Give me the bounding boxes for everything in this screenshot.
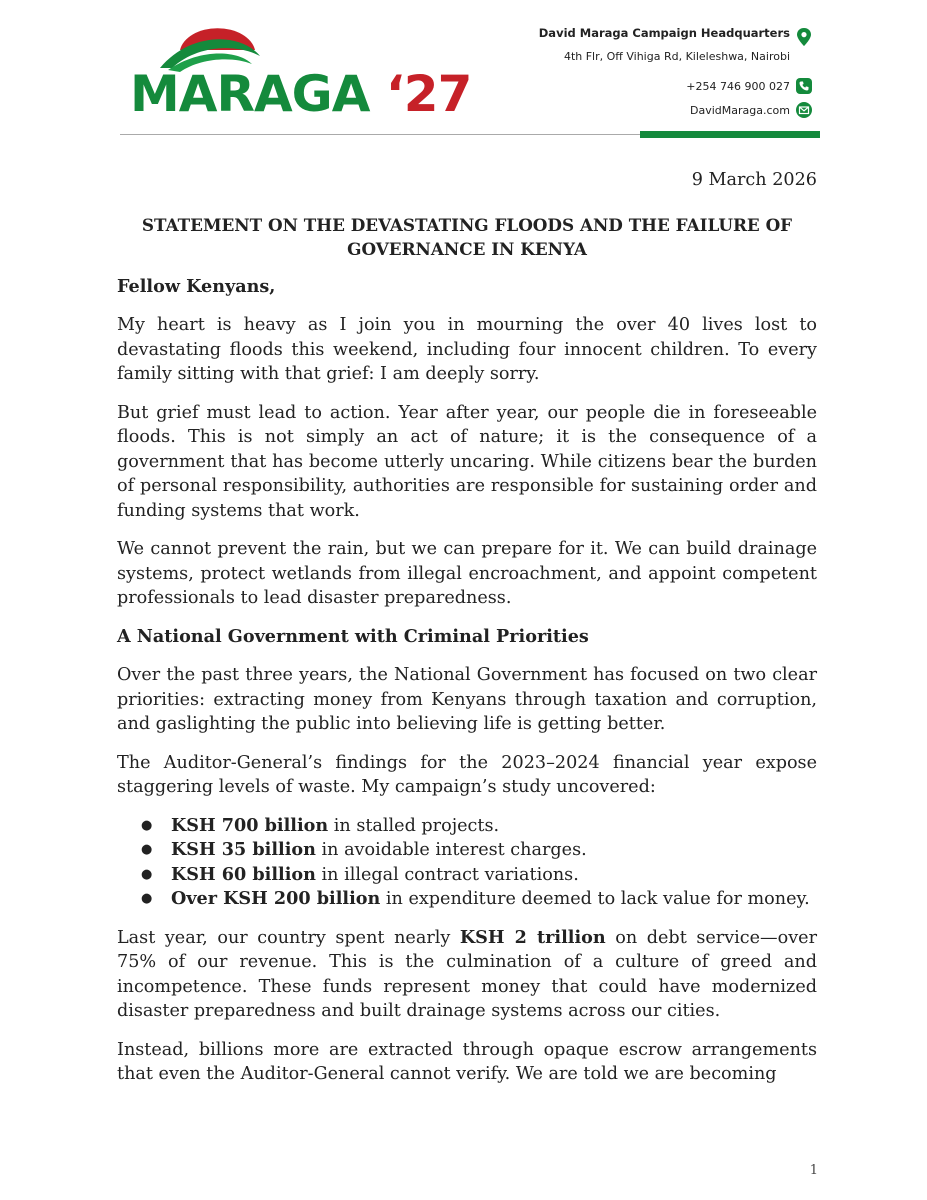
hq-address: 4th Flr, Off Vihiga Rd, Kileleshwa, Nairobi <box>563 50 790 63</box>
list-item-text: in illegal contract variations. <box>315 864 579 885</box>
list-item <box>171 863 817 888</box>
list-item-amount: KSH 700 billion <box>171 814 329 836</box>
paragraph-3: We cannot prevent the rain, but we can prepare for it. We can build drainage systems, protect wetlands from illegal encroachment, and appoint competent professionals to lead disaster preparedness. <box>117 539 817 608</box>
paragraph-1: My heart is heavy as I join you in mourning the over 40 lives lost to devastating floods this weekend, including four innocent children. To every family sitting with that grief: I am deeply sorry. <box>117 315 817 384</box>
statement-date: 9 March 2026 <box>691 170 817 190</box>
salutation: Fellow Kenyans, <box>117 275 276 297</box>
section-heading: A National Government with Criminal Priorities <box>117 625 589 647</box>
statement-title: STATEMENT ON THE DEVASTATING FLOODS AND THE FAILURE OF GOVERNANCE IN KENYA <box>141 214 793 259</box>
paragraph-6-end: on debt service—over 75% of our revenue. This is the culmination of a culture of greed and incompetence. These funds represent money that could have modernized disaster preparedness and built drainage systems across our cities. <box>117 927 817 1021</box>
mail-icon <box>796 102 812 118</box>
paragraph-2: But grief must lead to action. Year after year, our people die in foreseeable floods. This is not simply an act of nature; it is the consequence of a government that has become utterly uncaring. While citizens bear the burden of personal responsibility, authorities are responsible for sustaining order and funding systems that work. <box>117 402 817 521</box>
list-item-amount: KSH 35 billion <box>171 839 316 860</box>
website-link[interactable]: DavidMaraga.com <box>690 104 790 117</box>
location-pin-icon <box>796 28 812 44</box>
contact-block <box>520 26 820 126</box>
list-item <box>171 838 817 863</box>
logo-wordmark <box>130 64 471 124</box>
hq-name: David Maraga Campaign Headquarters <box>538 26 790 40</box>
phone-number: +254 746 900 027 <box>686 80 790 93</box>
header-divider <box>120 134 640 135</box>
letterhead <box>120 12 820 142</box>
page-number: 1 <box>809 1163 818 1178</box>
findings-list <box>117 814 817 912</box>
sunrise-logo-icon <box>120 12 450 72</box>
list-item-text: in expenditure deemed to lack value for money. <box>380 889 810 909</box>
list-item-text: in avoidable interest charges. <box>315 840 587 860</box>
list-item-amount: KSH 60 billion <box>171 863 316 885</box>
statement-body <box>117 168 817 1087</box>
paragraph-6-start: Last year, our country spent nearly <box>117 927 460 948</box>
campaign-logo <box>120 12 472 127</box>
paragraph-5: The Auditor-General’s findings for the 2023–2024 financial year expose staggering levels of waste. My campaign’s study uncovered: <box>117 752 817 797</box>
paragraph-4: Over the past three years, the National Government has focused on two clear priorities: extracting money from Kenyans through taxation and corruption, and gaslighting the public into believing life is getting better. <box>117 665 817 734</box>
logo-text-main: MARAGA <box>130 65 370 123</box>
header-accent-bar <box>640 131 820 138</box>
phone-icon <box>796 78 812 94</box>
paragraph-6-amount: KSH 2 trillion <box>459 926 606 948</box>
paragraph-6 <box>117 926 817 1024</box>
logo-text-year: ‘27 <box>385 65 472 123</box>
list-item-text: in stalled projects. <box>328 815 500 836</box>
paragraph-7: Instead, billions more are extracted through opaque escrow arrangements that even the Auditor-General cannot verify. We are told we are becoming <box>117 1039 817 1084</box>
list-item <box>171 814 817 839</box>
list-item-amount: Over KSH 200 billion <box>171 888 381 909</box>
list-item <box>171 887 817 912</box>
